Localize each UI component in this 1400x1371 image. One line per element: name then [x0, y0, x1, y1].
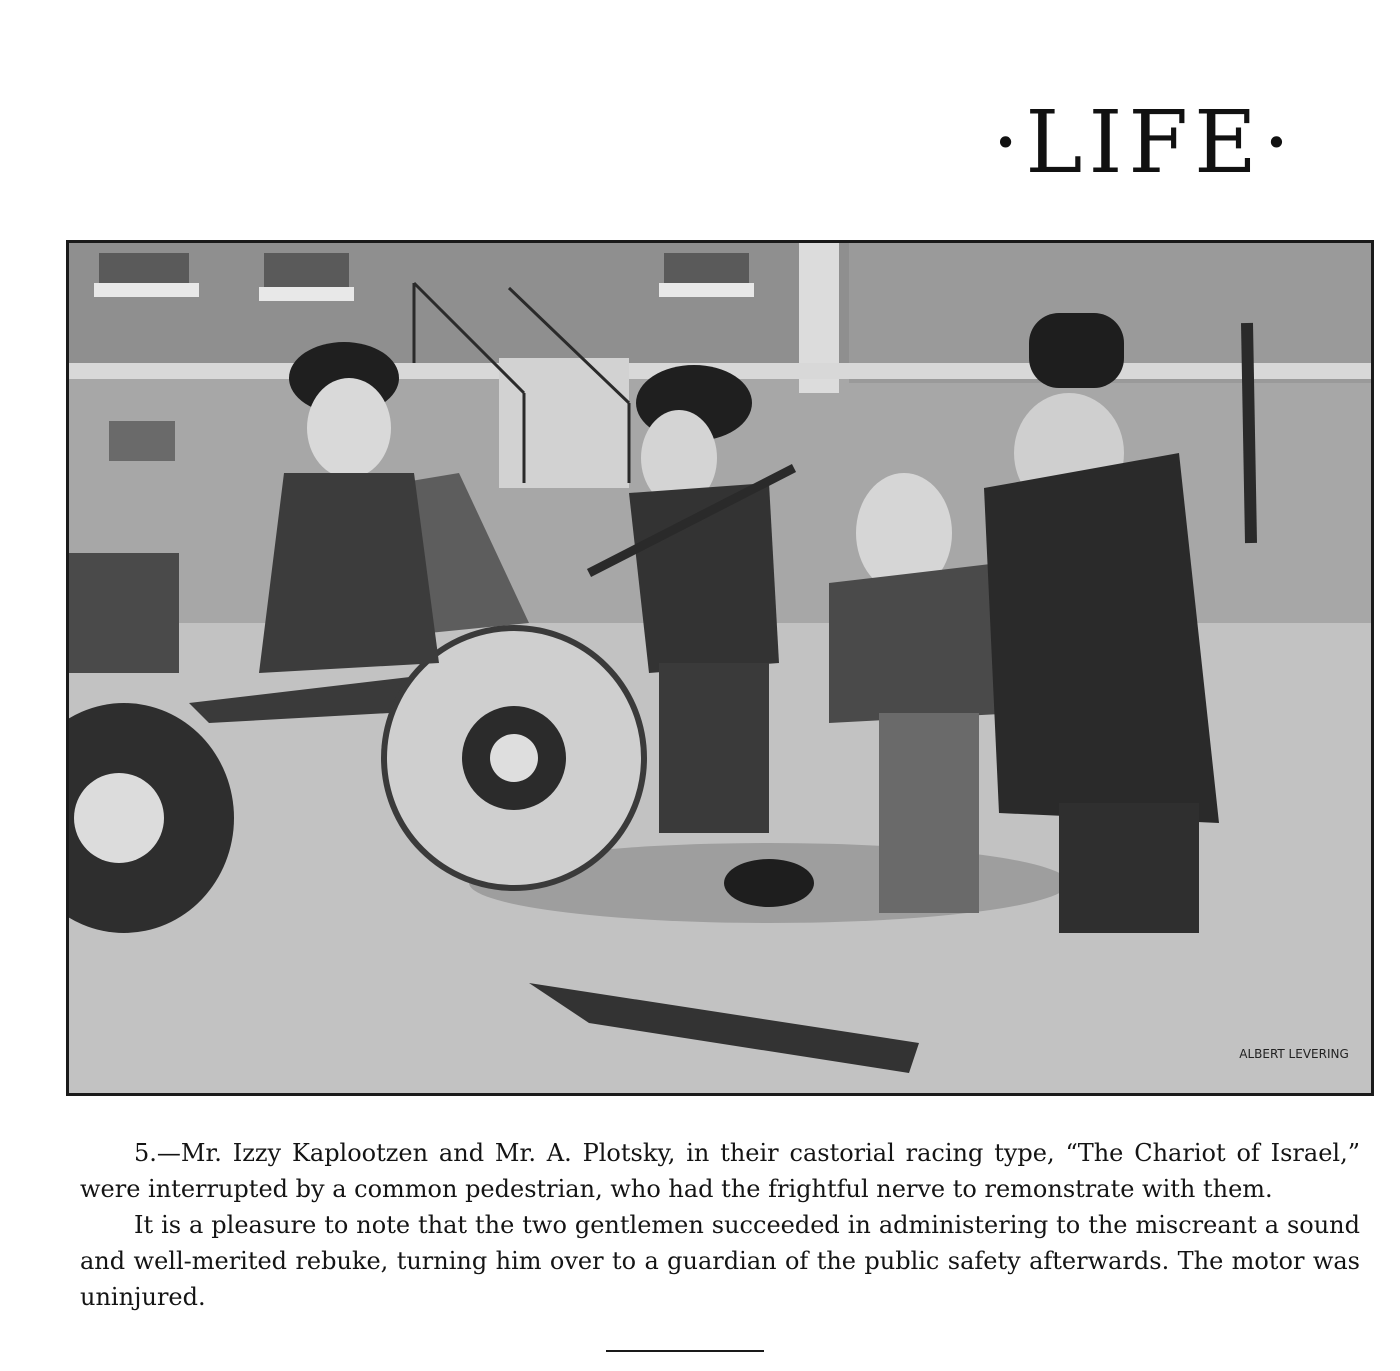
artist-signature: ALBERT LEVERING: [1239, 1047, 1349, 1061]
cartoon-illustration: [66, 240, 1374, 1096]
masthead-title: ·LIFE·: [992, 93, 1297, 193]
caption-paragraph-1: 5.—Mr. Izzy Kaplootzen and Mr. A. Plotsky, in their castorial racing type, “The Chariot of Israel,” were interrupted by a common pedestrian, who had the frightful nerve to remonstrate with them.: [80, 1139, 1360, 1203]
stoop-stairs: [499, 358, 629, 488]
caption-paragraph-2: It is a pleasure to note that the two gentlemen succeeded in administering to the miscreant a sound and well-merited rebuke, turning him over to a guardian of the public safety afterwards. The motor was uninjured.: [80, 1211, 1360, 1311]
end-rule: [606, 1350, 764, 1352]
caption: [80, 1135, 1360, 1315]
